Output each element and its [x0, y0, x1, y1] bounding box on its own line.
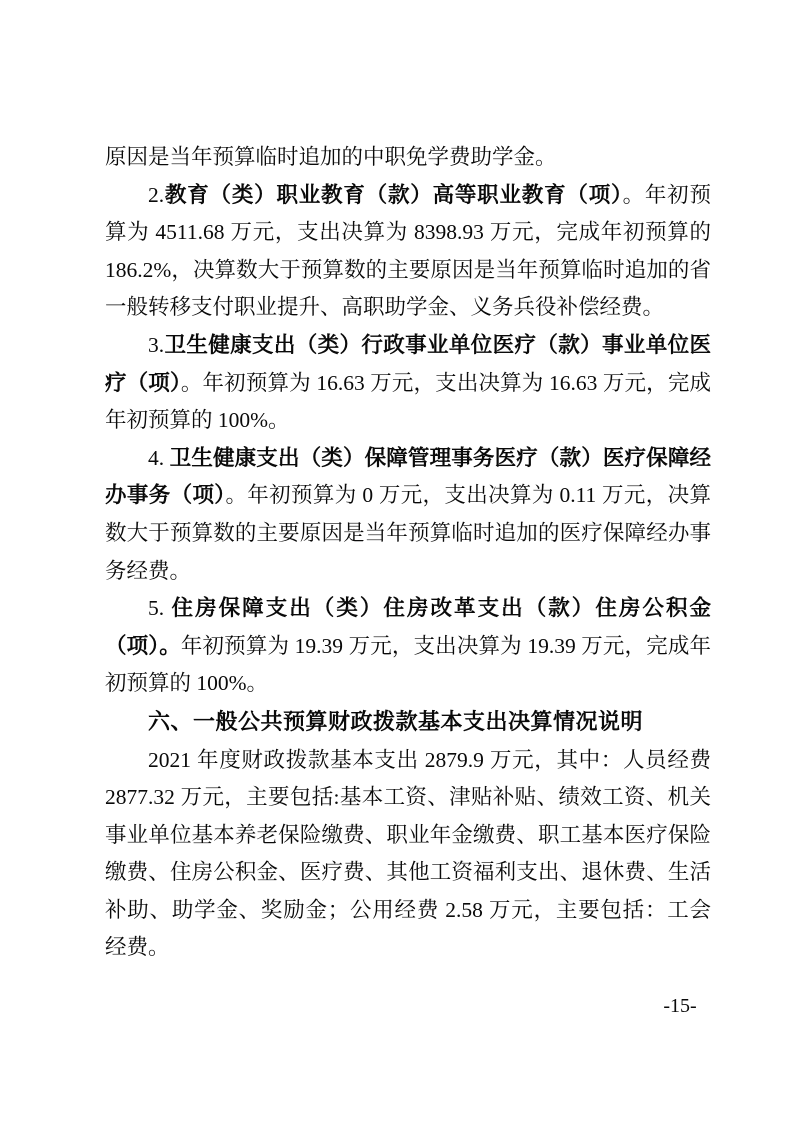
item-5-housing-fund	[105, 590, 711, 703]
item-body: 。年初预算为 4511.68 万元，支出决算为 8398.93 万元，完成年初预算的 186.2%，决算数大于预算数的主要原因是当年预算临时追加的省一般转移支付职业提升、高职助学金、义务兵役补偿经费。	[105, 182, 711, 320]
item-number: 4.	[148, 445, 170, 470]
item-body: 。年初预算为 0 万元，支出决算为 0.11 万元，决算数大于预算数的主要原因是当年预算临时追加的医疗保障经办事务经费。	[105, 483, 711, 583]
item-body: 年初预算为 19.39 万元，支出决算为 19.39 万元，完成年初预算的 100%。	[105, 633, 711, 696]
item-number: 3.	[148, 332, 165, 357]
text-block	[105, 139, 711, 967]
section-heading-text: 六、一般公共预算财政拨款基本支出决算情况说明	[148, 708, 644, 734]
item-3-health-unit-medical	[105, 327, 711, 440]
section-six-heading	[105, 703, 711, 742]
item-2-education	[105, 177, 711, 327]
item-title: 卫生健康支出（类）行政事业单位医疗（款）事业单位医疗（项）	[105, 332, 711, 395]
item-number: 2.	[148, 182, 165, 207]
item-4-health-insurance-affairs	[105, 440, 711, 590]
text-run: 2021 年度财政拨款基本支出 2879.9 万元，其中：人员经费 2877.32 万元，主要包括:基本工资、津贴补贴、绩效工资、机关事业单位基本养老保险缴费、职业年金缴费、职工基本医疗保险缴费、住房公积金、医疗费、其他工资福利支出、退休费、生活补助、助学金、奖励金；公用经费 2.58 万元，主要包括：工会经费。	[105, 747, 711, 960]
item-title: 住房保障支出（类）住房改革支出（款）住房公积金（项）。	[105, 596, 711, 658]
item-number: 5.	[148, 596, 172, 621]
basic-expenditure-paragraph	[105, 742, 711, 968]
item-body: 。年初预算为 16.63 万元，支出决算为 16.63 万元，完成年初预算的 100%。	[105, 370, 711, 433]
continuation-paragraph	[105, 139, 711, 177]
item-title: 教育（类）职业教育（款）高等职业教育（项）	[164, 182, 623, 207]
page-number: -15-	[663, 995, 697, 1017]
text-run: 原因是当年预算临时追加的中职免学费助学金。	[105, 145, 557, 169]
item-title: 卫生健康支出（类）保障管理事务医疗（款）医疗保障经办事务（项）	[105, 445, 711, 508]
